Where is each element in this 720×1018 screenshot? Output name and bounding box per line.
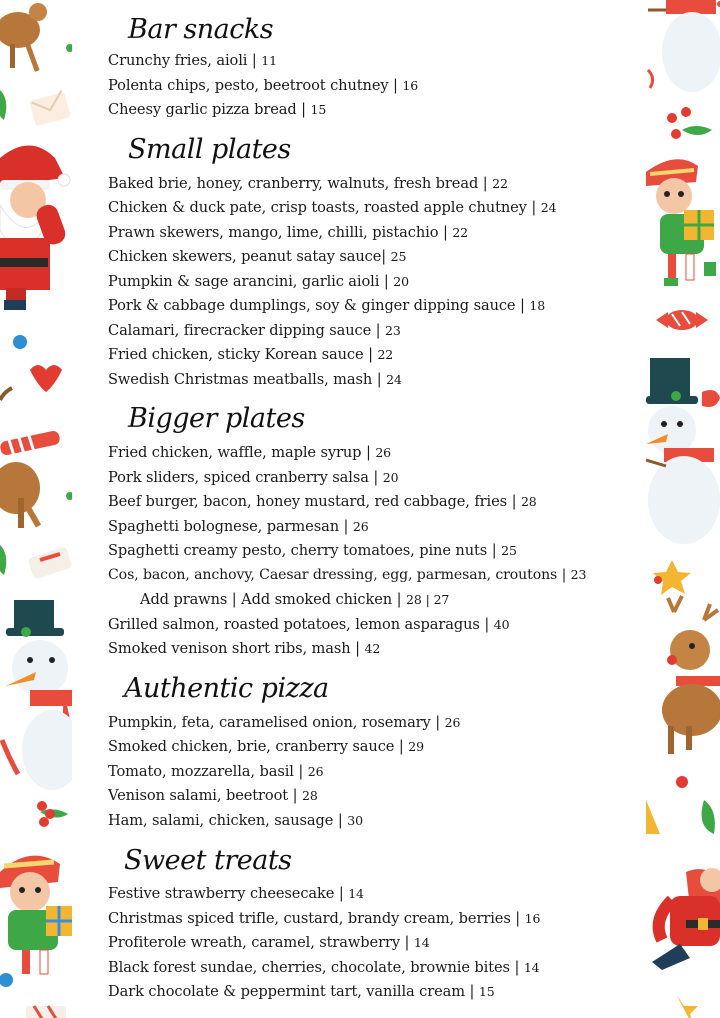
item-name: Smoked chicken, brie, cranberry sauce bbox=[108, 738, 395, 755]
item-price: 22 bbox=[452, 225, 469, 240]
item-price: 26 bbox=[352, 519, 369, 534]
item-price: 18 bbox=[529, 298, 546, 313]
price-separator: | bbox=[526, 199, 541, 216]
item-price: 30 bbox=[347, 813, 363, 828]
left-border-illustrations bbox=[0, 0, 72, 1018]
item-name: Cos, bacon, anchovy, Caesar dressing, egg, parmesan, croutons bbox=[108, 567, 558, 583]
item-price: 40 bbox=[493, 617, 510, 632]
price-separator: | bbox=[465, 983, 479, 1000]
item-price: 15 bbox=[478, 984, 495, 999]
item-price: 22 bbox=[492, 176, 508, 191]
price-separator: | bbox=[339, 518, 353, 535]
price-separator: | bbox=[371, 322, 386, 339]
menu-item bbox=[108, 763, 323, 780]
menu-item bbox=[108, 714, 460, 731]
item-price: 26 bbox=[375, 445, 392, 460]
menu-item bbox=[108, 224, 468, 241]
menu-item bbox=[108, 469, 398, 486]
price-separator: | bbox=[334, 885, 349, 902]
price-separator: | bbox=[557, 567, 571, 583]
item-name: Pork sliders, spiced cranberry salsa bbox=[108, 469, 369, 486]
item-name: Smoked venison short ribs, mash bbox=[108, 640, 351, 657]
item-name: Crunchy fries, aioli bbox=[108, 52, 248, 69]
menu-item bbox=[108, 983, 495, 1000]
holly-leaf-icon bbox=[702, 800, 715, 834]
price-separator: | bbox=[361, 444, 376, 461]
right-border-illustrations bbox=[646, 0, 720, 1018]
snowman-icon bbox=[2, 600, 72, 790]
price-separator: | bbox=[487, 542, 502, 559]
ornament-ball-icon bbox=[676, 776, 688, 788]
price-separator: | bbox=[509, 959, 524, 976]
item-name: Spaghetti bolognese, parmesan bbox=[108, 518, 339, 535]
snowman-icon bbox=[648, 0, 720, 92]
price-separator: | bbox=[333, 812, 348, 829]
menu-item bbox=[108, 273, 409, 290]
price-separator: | bbox=[247, 52, 262, 69]
price-separator: | bbox=[507, 493, 521, 510]
item-price: 24 bbox=[540, 200, 557, 215]
price-separator: | bbox=[388, 77, 403, 94]
heart-icon bbox=[30, 365, 62, 392]
menu-item bbox=[108, 934, 430, 951]
price-separator: | bbox=[288, 787, 302, 804]
section-title-authentic-pizza: Authentic pizza bbox=[124, 673, 329, 704]
item-name: Dark chocolate & peppermint tart, vanilla cream bbox=[108, 983, 465, 1000]
santa-icon bbox=[652, 868, 720, 1018]
item-name: Prawn skewers, mango, lime, chilli, pistachio bbox=[108, 224, 439, 241]
berries-icon bbox=[37, 801, 68, 827]
menu-item bbox=[108, 812, 363, 829]
item-price: 16 bbox=[402, 78, 419, 93]
item-price: 11 bbox=[261, 53, 277, 68]
item-name: Tomato, mozzarella, basil bbox=[108, 763, 294, 780]
price-separator: | bbox=[430, 714, 445, 731]
price-separator: | bbox=[368, 469, 383, 486]
price-separator: | bbox=[394, 738, 409, 755]
menu-item bbox=[108, 959, 540, 976]
item-price: 25 bbox=[501, 543, 517, 558]
item-name: Polenta chips, pesto, beetroot chutney bbox=[108, 77, 389, 94]
menu-item bbox=[108, 787, 318, 804]
item-price: 20 bbox=[382, 470, 399, 485]
item-name: Baked brie, honey, cranberry, walnuts, fresh bread bbox=[108, 175, 479, 192]
item-price: 24 bbox=[386, 372, 402, 387]
price-separator: | bbox=[515, 297, 530, 314]
candy-icon bbox=[28, 546, 72, 579]
price-separator: | bbox=[479, 616, 494, 633]
menu-item bbox=[108, 518, 369, 535]
menu-item bbox=[108, 640, 380, 657]
item-price: 28 bbox=[301, 788, 318, 803]
menu-item bbox=[108, 101, 326, 118]
reindeer-icon bbox=[662, 596, 720, 754]
item-price: 23 bbox=[570, 567, 587, 582]
menu-item bbox=[108, 444, 391, 461]
berries-icon bbox=[667, 107, 712, 139]
item-price: 28 bbox=[520, 494, 537, 509]
elf-icon bbox=[0, 856, 72, 987]
item-name: Ham, salami, chicken, sausage bbox=[108, 812, 334, 829]
menu-item bbox=[108, 199, 556, 216]
item-name: Festive strawberry cheesecake bbox=[108, 885, 335, 902]
price-separator: | bbox=[478, 175, 493, 192]
item-name: Venison salami, beetroot bbox=[108, 787, 289, 804]
price-separator: | bbox=[381, 248, 391, 265]
item-name: Grilled salmon, roasted potatoes, lemon asparagus bbox=[108, 616, 480, 633]
item-name: Christmas spiced trifle, custard, brandy cream, berries bbox=[108, 910, 511, 927]
menu-item bbox=[108, 175, 508, 192]
menu-item bbox=[108, 542, 517, 559]
price-separator: | bbox=[392, 591, 406, 608]
menu-item bbox=[108, 248, 406, 265]
section-title-sweet-treats: Sweet treats bbox=[124, 845, 292, 876]
gift-wrap-icon bbox=[646, 800, 660, 834]
item-name: Chicken skewers, peanut satay sauce bbox=[108, 248, 382, 265]
item-name: Beef burger, bacon, honey mustard, red cabbage, fries bbox=[108, 493, 508, 510]
item-price: 16 bbox=[524, 911, 541, 926]
item-name: Calamari, firecracker dipping sauce bbox=[108, 322, 372, 339]
item-price: 15 bbox=[310, 102, 327, 117]
menu-item bbox=[108, 567, 586, 583]
item-price: 14 bbox=[348, 886, 364, 901]
item-name: Fried chicken, sticky Korean sauce bbox=[108, 346, 364, 363]
menu-item bbox=[108, 493, 537, 510]
holly-leaf-icon bbox=[0, 90, 6, 120]
item-price: 20 bbox=[393, 274, 409, 289]
menu-item bbox=[108, 77, 418, 94]
item-name: Black forest sundae, cherries, chocolate, brownie bites bbox=[108, 959, 510, 976]
menu-item bbox=[108, 738, 424, 755]
item-price: 42 bbox=[364, 641, 381, 656]
item-price: 29 bbox=[408, 739, 424, 754]
item-name: Pumpkin, feta, caramelised onion, rosemary bbox=[108, 714, 431, 731]
ornament-ball-icon bbox=[654, 576, 662, 584]
section-title-bigger-plates: Bigger plates bbox=[128, 403, 305, 434]
snowman-with-hat-icon bbox=[646, 358, 720, 544]
reindeer-with-scarf-icon bbox=[0, 388, 72, 528]
price-separator: | bbox=[399, 934, 414, 951]
item-price: 25 bbox=[390, 249, 407, 264]
reindeer-icon bbox=[0, 3, 72, 72]
section-title-small-plates: Small plates bbox=[128, 134, 291, 165]
holly-leaf-icon bbox=[0, 545, 6, 575]
item-name: Pork & cabbage dumplings, soy & ginger dipping sauce bbox=[108, 297, 516, 314]
item-price: 14 bbox=[523, 960, 540, 975]
item-name: Cheesy garlic pizza bread bbox=[108, 101, 297, 118]
menu-item bbox=[108, 616, 509, 633]
price-separator: | bbox=[350, 640, 365, 657]
item-price: 14 bbox=[413, 935, 430, 950]
left-decorative-border bbox=[0, 0, 72, 1018]
item-name: Fried chicken, waffle, maple syrup bbox=[108, 444, 362, 461]
santa-icon bbox=[0, 146, 70, 311]
item-name: Pumpkin & sage arancini, garlic aioli bbox=[108, 273, 380, 290]
item-name: Add prawns | Add smoked chicken bbox=[140, 591, 393, 608]
candy-icon bbox=[26, 1006, 66, 1018]
menu-item bbox=[108, 52, 277, 69]
item-name: Profiterole wreath, caramel, strawberry bbox=[108, 934, 400, 951]
envelope-icon bbox=[29, 90, 71, 126]
elf-icon bbox=[646, 159, 716, 286]
menu-item bbox=[108, 885, 364, 902]
section-title-bar-snacks: Bar snacks bbox=[128, 14, 274, 45]
ornament-ball-icon bbox=[13, 335, 27, 349]
item-name: Chicken & duck pate, crisp toasts, roasted apple chutney bbox=[108, 199, 527, 216]
price-separator: | bbox=[438, 224, 453, 241]
price-separator: | bbox=[379, 273, 394, 290]
menu-item bbox=[108, 346, 393, 363]
item-name: Spaghetti creamy pesto, cherry tomatoes, pine nuts bbox=[108, 542, 488, 559]
item-price: 26 bbox=[444, 715, 461, 730]
item-name: Swedish Christmas meatballs, mash bbox=[108, 371, 373, 388]
price-separator: | bbox=[296, 101, 311, 118]
price-separator: | bbox=[293, 763, 308, 780]
item-price: 23 bbox=[385, 323, 401, 338]
menu-item bbox=[108, 910, 540, 927]
item-price: 26 bbox=[307, 764, 324, 779]
menu-item-add-ons bbox=[140, 591, 449, 608]
item-price: 28 | 27 bbox=[406, 592, 450, 607]
candy-icon bbox=[656, 310, 708, 330]
item-price: 22 bbox=[377, 347, 394, 362]
menu-item bbox=[108, 371, 402, 388]
menu-item bbox=[108, 297, 545, 314]
candy-cane-icon bbox=[648, 70, 653, 88]
price-separator: | bbox=[363, 346, 378, 363]
price-separator: | bbox=[372, 371, 387, 388]
menu-item bbox=[108, 322, 401, 339]
price-separator: | bbox=[510, 910, 525, 927]
right-decorative-border bbox=[646, 0, 720, 1018]
